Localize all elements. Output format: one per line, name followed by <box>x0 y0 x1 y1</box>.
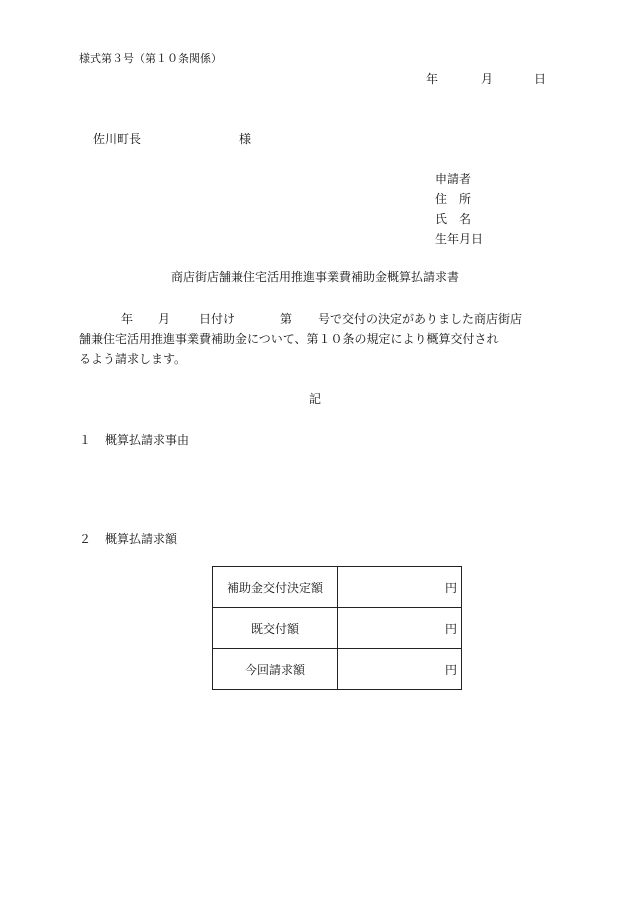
form-number: 様式第３号（第１０条関係） <box>79 52 222 65</box>
section-2-number: ２ <box>79 532 92 546</box>
body-month-label: 月 <box>158 312 171 326</box>
table-value-cell: 円 <box>338 567 462 608</box>
table-value-cell: 円 <box>338 608 462 649</box>
table-value-cell: 円 <box>338 649 462 690</box>
table-row <box>213 567 462 608</box>
date-day-label: 日 <box>534 72 547 86</box>
document-title: 商店街店舗兼住宅活用推進事業費補助金概算払請求書 <box>170 270 459 284</box>
date-month-label: 月 <box>481 72 494 86</box>
date-year-label: 年 <box>426 72 439 86</box>
addressee-name: 佐川町長 <box>93 132 142 146</box>
applicant-birthdate-label: 生年月日 <box>435 232 484 246</box>
body-year-label: 年 <box>121 312 134 326</box>
amount-table <box>212 566 462 690</box>
table-row <box>213 608 462 649</box>
body-line3: るよう請求します。 <box>79 352 187 366</box>
addressee-honorific: 様 <box>239 132 252 146</box>
section-2-title: 概算払請求額 <box>105 532 178 546</box>
body-number-prefix: 第 <box>280 312 293 326</box>
section-1-number: １ <box>79 433 92 447</box>
applicant-address-label: 住 所 <box>435 192 472 206</box>
applicant-label: 申請者 <box>435 172 472 186</box>
applicant-name-label: 氏 名 <box>435 212 472 226</box>
body-line2: 舗兼住宅活用推進事業費補助金について、第１０条の規定により概算交付され <box>79 332 499 346</box>
body-date-suffix: 日付け <box>199 312 236 326</box>
table-label-cell: 今回請求額 <box>213 649 338 690</box>
ki-heading: 記 <box>308 392 321 406</box>
table-row <box>213 649 462 690</box>
table-label-cell: 補助金交付決定額 <box>213 567 338 608</box>
table-label-cell: 既交付額 <box>213 608 338 649</box>
section-1-title: 概算払請求事由 <box>105 433 190 447</box>
body-line1-rest: 号で交付の決定がありました商店街店 <box>318 312 523 326</box>
